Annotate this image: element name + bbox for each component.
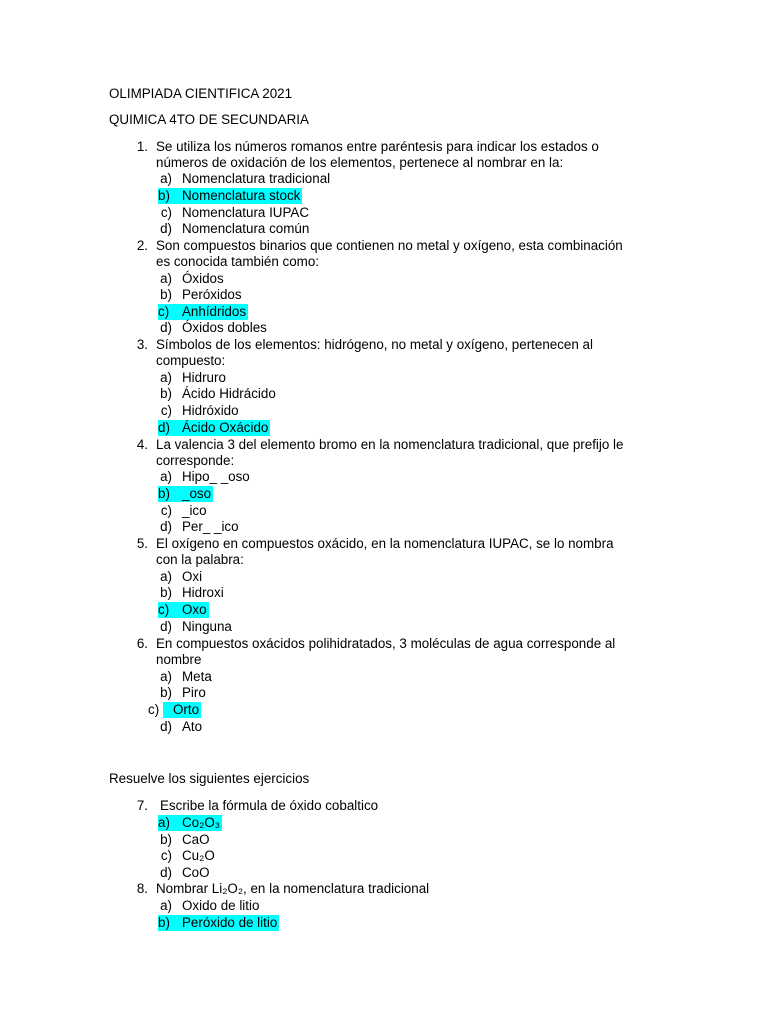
option-text: Oxo	[182, 602, 207, 617]
option-letter: a)	[160, 469, 172, 484]
question-text-line: Nombrar Li₂O₂, en la nomenclatura tradicional	[156, 881, 430, 896]
option-highlight-answer	[158, 915, 279, 931]
option-text: Ácido Oxácido	[182, 420, 269, 435]
option-highlight-answer	[158, 602, 209, 618]
option-text: Peróxidos	[182, 287, 242, 302]
option-text: Anhídridos	[182, 304, 247, 319]
option-text: Oxido de litio	[182, 898, 260, 913]
option-text: Meta	[182, 669, 212, 684]
question-number: 5.	[136, 536, 148, 551]
option-letter: c)	[160, 403, 172, 418]
question-number: 3.	[136, 337, 148, 352]
option-text: Óxidos	[182, 271, 224, 286]
option-text: Nomenclatura tradicional	[182, 171, 331, 186]
option-letter: b)	[160, 287, 172, 302]
question-text-line: con la palabra:	[156, 552, 244, 567]
option-letter: a)	[160, 271, 172, 286]
exercises-heading: Resuelve los siguientes ejercicios	[109, 771, 310, 786]
option-letter: a)	[160, 171, 172, 186]
question-text-line: es conocida también como:	[156, 254, 320, 269]
option-letter: d)	[160, 865, 172, 880]
option-letter: d)	[160, 221, 172, 236]
option-text: Cu₂O	[182, 848, 215, 863]
option-highlight-answer	[158, 420, 270, 436]
option-text: Hidroxi	[182, 585, 224, 600]
option-letter: c)	[160, 503, 172, 518]
option-text: Oxi	[182, 569, 203, 584]
question-text-line: El oxígeno en compuestos oxácido, en la nomenclatura IUPAC, se lo nombra	[156, 536, 614, 551]
option-text: Hipo_ _oso	[182, 469, 250, 484]
option-text: Ninguna	[182, 619, 232, 634]
option-letter: d)	[158, 420, 170, 435]
option-letter: b)	[160, 832, 172, 847]
option-letter: b)	[158, 486, 170, 501]
option-highlight-answer	[158, 188, 302, 204]
question-text-line: Son compuestos binarios que contienen no metal y oxígeno, esta combinación	[156, 238, 623, 253]
option-letter: c)	[158, 602, 170, 617]
question-text-line: Símbolos de los elementos: hidrógeno, no metal y oxígeno, pertenecen al	[156, 337, 593, 352]
option-text: Nomenclatura stock	[182, 188, 301, 203]
question-text-line: En compuestos oxácidos polihidratados, 3 moléculas de agua corresponde al	[156, 636, 616, 651]
option-text: Hidruro	[182, 370, 226, 385]
option-text: Co₂O₃	[182, 815, 221, 830]
option-text: Ácido Hidrácido	[182, 386, 276, 401]
option-letter: b)	[160, 386, 172, 401]
option-text: _oso	[182, 486, 212, 501]
question-text-line: La valencia 3 del elemento bromo en la nomenclatura tradicional, que prefijo le	[156, 437, 624, 452]
option-text: Hidróxido	[182, 403, 239, 418]
option-text: Peróxido de litio	[182, 915, 278, 930]
option-text: Orto	[173, 702, 200, 717]
option-highlight-answer	[158, 486, 213, 502]
option-text: Óxidos dobles	[182, 320, 267, 335]
option-text: _ico	[182, 503, 207, 518]
option-letter: c)	[148, 702, 160, 717]
question-number: 7.	[136, 798, 148, 813]
question-number: 8.	[136, 881, 148, 896]
question-number: 4.	[136, 437, 148, 452]
question-text-line: Escribe la fórmula de óxido cobaltico	[160, 798, 379, 813]
question-text-line: corresponde:	[156, 453, 235, 468]
option-letter: a)	[160, 370, 172, 385]
option-letter: a)	[160, 669, 172, 684]
option-letter: b)	[160, 585, 172, 600]
option-text: Piro	[182, 685, 206, 700]
option-highlight-answer	[158, 304, 248, 320]
option-letter: c)	[160, 848, 172, 863]
option-letter: b)	[160, 685, 172, 700]
option-text: Nomenclatura común	[182, 221, 310, 236]
question-text-line: números de oxidación de los elementos, pertenece al nombrar en la:	[156, 155, 564, 170]
document-title: OLIMPIADA CIENTIFICA 2021	[109, 86, 293, 101]
option-letter: a)	[160, 569, 172, 584]
option-letter: d)	[160, 519, 172, 534]
option-text: CoO	[182, 865, 210, 880]
question-number: 6.	[136, 636, 148, 651]
option-text: Ato	[182, 719, 203, 734]
question-text-line: Se utiliza los números romanos entre paréntesis para indicar los estados o	[156, 139, 599, 154]
option-text: Nomenclatura IUPAC	[182, 205, 310, 220]
option-letter: b)	[158, 188, 170, 203]
question-text-line: compuesto:	[156, 353, 226, 368]
option-letter: d)	[160, 719, 172, 734]
option-letter: a)	[158, 815, 170, 830]
option-highlight-answer	[163, 702, 201, 718]
question-number: 2.	[136, 238, 148, 253]
option-text: CaO	[182, 832, 210, 847]
option-letter: a)	[160, 898, 172, 913]
option-letter: c)	[160, 205, 172, 220]
option-letter: c)	[158, 304, 170, 319]
option-highlight-answer	[158, 815, 222, 831]
document-subtitle: QUIMICA 4TO DE SECUNDARIA	[109, 112, 309, 127]
question-text-line: nombre	[156, 652, 202, 667]
option-letter: b)	[158, 915, 170, 930]
option-text: Per_ _ico	[182, 519, 239, 534]
question-number: 1.	[136, 139, 148, 154]
option-letter: d)	[160, 619, 172, 634]
option-letter: d)	[160, 320, 172, 335]
